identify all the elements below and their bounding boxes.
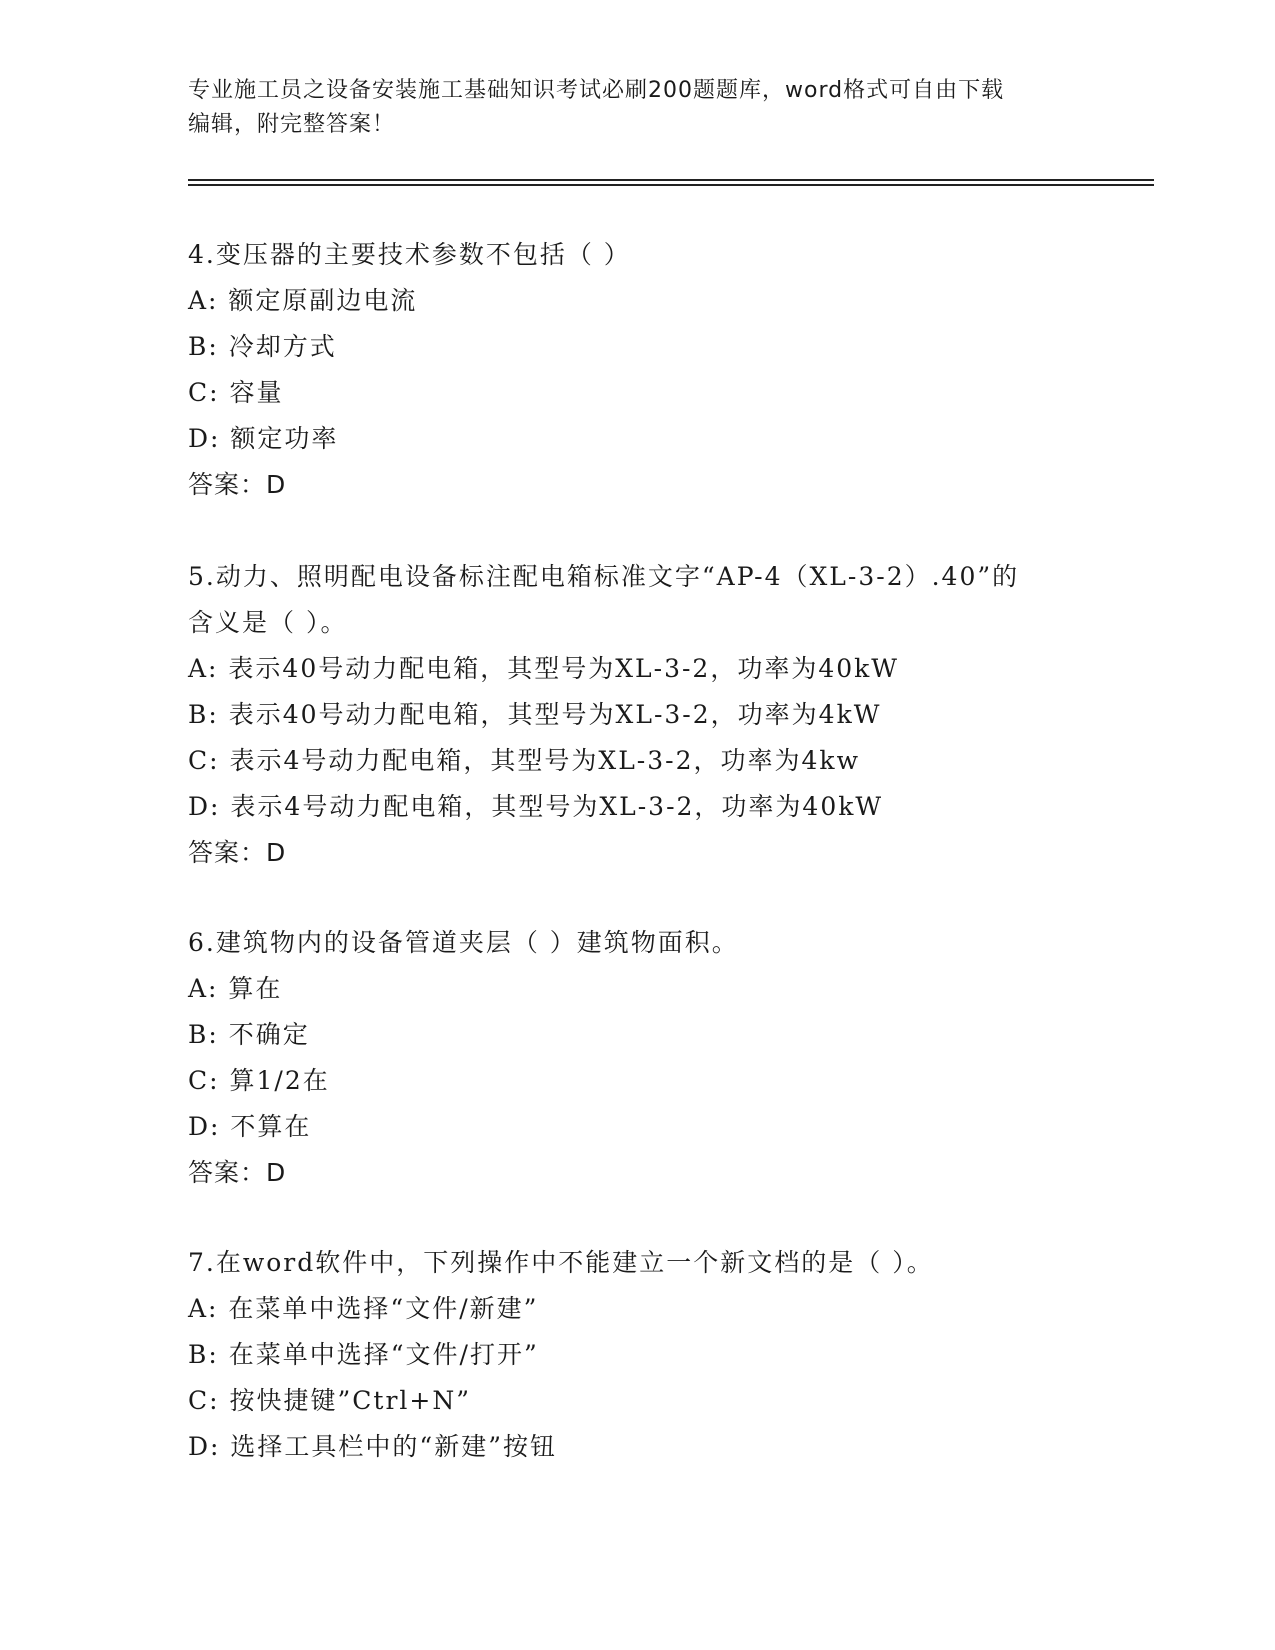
answer: 答案：D (188, 1158, 287, 1187)
header-rule-top (188, 179, 1154, 181)
answer: 答案：D (188, 838, 287, 867)
header-line-2: 编辑，附完整答案！ (188, 112, 396, 137)
option-a: A: 在菜单中选择“文件/新建” (188, 1294, 539, 1323)
question-stem: 7.在word软件中，下列操作中不能建立一个新文档的是（ ）。 (188, 1248, 934, 1277)
question-stem: 5.动力、照明配电设备标注配电箱标准文字“AP-4（XL-3-2）.40”的 (188, 562, 1020, 591)
answer: 答案：D (188, 470, 287, 499)
option-b: B: 表示40号动力配电箱，其型号为XL-3-2，功率为4kW (188, 700, 882, 729)
question-4 (188, 232, 1088, 508)
option-d: D: 额定功率 (188, 424, 339, 453)
option-b: B: 不确定 (188, 1020, 310, 1049)
question-stem: 6.建筑物内的设备管道夹层（ ）建筑物面积。 (188, 928, 739, 957)
question-5 (188, 554, 1088, 876)
header-rule-bottom (188, 184, 1154, 186)
question-7 (188, 1240, 1088, 1470)
option-c: C: 按快捷键”Ctrl+N” (188, 1386, 472, 1415)
option-d: D: 表示4号动力配电箱，其型号为XL-3-2，功率为40kW (188, 792, 884, 821)
document-header (188, 74, 1068, 142)
option-d: D: 不算在 (188, 1112, 312, 1141)
question-6 (188, 920, 1088, 1196)
option-a: A: 算在 (188, 974, 283, 1003)
option-c: C: 表示4号动力配电箱，其型号为XL-3-2，功率为4kw (188, 746, 860, 775)
option-c: C: 算1/2在 (188, 1066, 330, 1095)
question-stem-continued: 含义是（ ）。 (188, 608, 348, 637)
option-c: C: 容量 (188, 378, 284, 407)
header-line-1: 专业施工员之设备安装施工基础知识考试必刷200题题库，word格式可自由下载 (188, 78, 1005, 103)
option-b: B: 在菜单中选择“文件/打开” (188, 1340, 539, 1369)
option-a: A: 额定原副边电流 (188, 286, 418, 315)
option-d: D: 选择工具栏中的“新建”按钮 (188, 1432, 557, 1461)
option-a: A: 表示40号动力配电箱，其型号为XL-3-2，功率为40kW (188, 654, 899, 683)
option-b: B: 冷却方式 (188, 332, 337, 361)
question-stem: 4.变压器的主要技术参数不包括（ ） (188, 240, 631, 269)
